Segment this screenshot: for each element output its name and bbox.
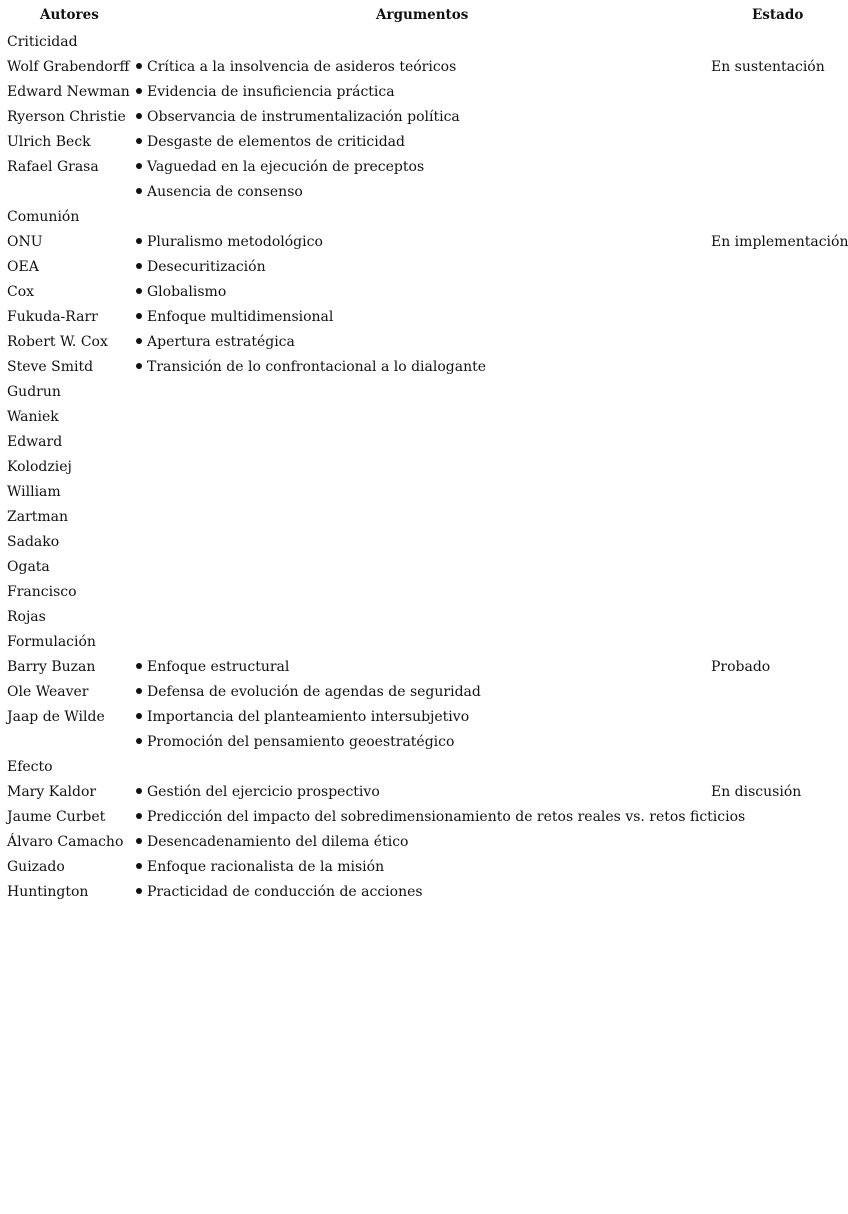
table-row xyxy=(0,705,848,730)
argument-text: Apertura estratégica xyxy=(147,334,295,350)
bullet-icon xyxy=(136,338,142,344)
author-cell: Gudrun xyxy=(7,384,61,400)
table-row xyxy=(0,105,848,130)
header-status: Estado xyxy=(752,7,804,23)
table-row xyxy=(0,230,848,255)
table-row xyxy=(0,380,848,405)
argument-text: Ausencia de consenso xyxy=(147,184,303,200)
table-row xyxy=(0,630,848,655)
argument-text: Enfoque estructural xyxy=(147,659,290,675)
argument-text: Defensa de evolución de agendas de seguridad xyxy=(147,684,481,700)
argument-text: Transición de lo confrontacional a lo dialogante xyxy=(147,359,487,375)
argument-cell xyxy=(136,130,405,155)
argument-text: Observancia de instrumentalización política xyxy=(147,109,460,125)
argument-text: Promoción del pensamiento geoestratégico xyxy=(147,734,455,750)
bullet-icon xyxy=(136,63,142,69)
argument-cell xyxy=(136,155,424,180)
author-cell: Ogata xyxy=(7,559,50,575)
status-cell: Probado xyxy=(711,659,771,675)
author-cell: ONU xyxy=(7,234,43,250)
bullet-icon xyxy=(136,713,142,719)
argument-cell xyxy=(136,305,333,330)
status-cell: En sustentación xyxy=(711,59,825,75)
author-cell: Wolf Grabendorff xyxy=(7,59,130,75)
bullet-icon xyxy=(136,238,142,244)
bullet-icon xyxy=(136,788,142,794)
table-row xyxy=(0,330,848,355)
table-row xyxy=(0,655,848,680)
bullet-icon xyxy=(136,813,142,819)
bullet-icon xyxy=(136,138,142,144)
bullet-icon xyxy=(136,738,142,744)
argument-cell xyxy=(136,705,469,730)
bullet-icon xyxy=(136,888,142,894)
argument-cell xyxy=(136,655,289,680)
author-cell: Comunión xyxy=(7,209,80,225)
argument-text: Vaguedad en la ejecución de preceptos xyxy=(147,159,425,175)
argument-text: Enfoque multidimensional xyxy=(147,309,334,325)
bullet-icon xyxy=(136,288,142,294)
argument-cell xyxy=(136,280,226,305)
table-row xyxy=(0,505,848,530)
table-row xyxy=(0,155,848,180)
author-cell: Rafael Grasa xyxy=(7,159,99,175)
argument-text: Evidencia de insuficiencia práctica xyxy=(147,84,395,100)
author-cell: Ulrich Beck xyxy=(7,134,91,150)
argument-cell xyxy=(136,805,745,830)
author-cell: Guizado xyxy=(7,859,65,875)
table-row xyxy=(0,480,848,505)
author-cell: Ryerson Christie xyxy=(7,109,126,125)
table-row xyxy=(0,805,848,830)
table-row xyxy=(0,580,848,605)
author-cell: Mary Kaldor xyxy=(7,784,97,800)
table-row xyxy=(0,555,848,580)
author-cell: Francisco xyxy=(7,584,77,600)
author-cell: Kolodziej xyxy=(7,459,72,475)
author-cell: OEA xyxy=(7,259,39,275)
argument-cell xyxy=(136,230,323,255)
table-row xyxy=(0,455,848,480)
table-row xyxy=(0,730,848,755)
argument-text: Pluralismo metodológico xyxy=(147,234,323,250)
author-cell: Efecto xyxy=(7,759,53,775)
argument-cell xyxy=(136,730,454,755)
argument-cell xyxy=(136,355,486,380)
author-cell: Robert W. Cox xyxy=(7,334,108,350)
argument-cell xyxy=(136,255,266,280)
author-cell: Criticidad xyxy=(7,34,78,50)
author-cell: Jaap de Wilde xyxy=(7,709,105,725)
header-authors: Autores xyxy=(40,7,99,23)
author-cell: Ole Weaver xyxy=(7,684,89,700)
author-cell: Rojas xyxy=(7,609,46,625)
author-cell: Huntington xyxy=(7,884,89,900)
table-row xyxy=(0,430,848,455)
table-row xyxy=(0,80,848,105)
header-arguments: Argumentos xyxy=(376,7,469,23)
table-row xyxy=(0,530,848,555)
argument-cell xyxy=(136,830,408,855)
argument-cell xyxy=(136,880,423,905)
argument-text: Gestión del ejercicio prospectivo xyxy=(147,784,380,800)
table-row xyxy=(0,355,848,380)
bullet-icon xyxy=(136,88,142,94)
author-cell: Zartman xyxy=(7,509,69,525)
table-row xyxy=(0,780,848,805)
bullet-icon xyxy=(136,188,142,194)
status-cell: En implementación xyxy=(711,234,848,250)
author-cell: Steve Smitd xyxy=(7,359,94,375)
table-row xyxy=(0,830,848,855)
argument-cell xyxy=(136,330,295,355)
argument-cell xyxy=(136,55,456,80)
author-cell: Barry Buzan xyxy=(7,659,96,675)
argument-cell xyxy=(136,680,481,705)
bullet-icon xyxy=(136,163,142,169)
bullet-icon xyxy=(136,663,142,669)
argument-text: Globalismo xyxy=(147,284,227,300)
table-header xyxy=(0,7,848,27)
author-cell: Edward xyxy=(7,434,63,450)
table-row xyxy=(0,205,848,230)
table-row xyxy=(0,680,848,705)
author-cell: Formulación xyxy=(7,634,96,650)
argument-cell xyxy=(136,80,395,105)
argument-text: Importancia del planteamiento intersubjetivo xyxy=(147,709,470,725)
bullet-icon xyxy=(136,313,142,319)
table-row xyxy=(0,255,848,280)
table-row xyxy=(0,55,848,80)
table-row xyxy=(0,180,848,205)
argument-text: Crítica a la insolvencia de asideros teóricos xyxy=(147,59,457,75)
argument-text: Practicidad de conducción de acciones xyxy=(147,884,423,900)
author-cell: Waniek xyxy=(7,409,59,425)
author-cell: Edward Newman xyxy=(7,84,130,100)
table-row xyxy=(0,280,848,305)
table-row xyxy=(0,305,848,330)
author-cell: Sadako xyxy=(7,534,60,550)
argument-cell xyxy=(136,180,303,205)
author-cell: Cox xyxy=(7,284,35,300)
argument-text: Desencadenamiento del dilema ético xyxy=(147,834,409,850)
bullet-icon xyxy=(136,263,142,269)
author-cell: Álvaro Camacho xyxy=(7,834,124,850)
table-row xyxy=(0,605,848,630)
argument-text: Desgaste de elementos de criticidad xyxy=(147,134,405,150)
argument-cell xyxy=(136,105,460,130)
author-cell: Fukuda-Rarr xyxy=(7,309,98,325)
bullet-icon xyxy=(136,363,142,369)
argument-cell xyxy=(136,855,384,880)
argument-text: Enfoque racionalista de la misión xyxy=(147,859,385,875)
table-row xyxy=(0,855,848,880)
argument-text: Predicción del impacto del sobredimensionamiento de retos reales vs. retos ficticios xyxy=(147,809,746,825)
author-cell: William xyxy=(7,484,61,500)
table-row xyxy=(0,880,848,905)
table-row xyxy=(0,405,848,430)
bullet-icon xyxy=(136,863,142,869)
bullet-icon xyxy=(136,838,142,844)
table-row xyxy=(0,130,848,155)
table-body xyxy=(0,30,848,905)
bullet-icon xyxy=(136,688,142,694)
table-row xyxy=(0,755,848,780)
author-cell: Jaume Curbet xyxy=(7,809,106,825)
argument-cell xyxy=(136,780,380,805)
bullet-icon xyxy=(136,113,142,119)
table-row xyxy=(0,30,848,55)
status-cell: En discusión xyxy=(711,784,802,800)
argument-text: Desecuritización xyxy=(147,259,266,275)
